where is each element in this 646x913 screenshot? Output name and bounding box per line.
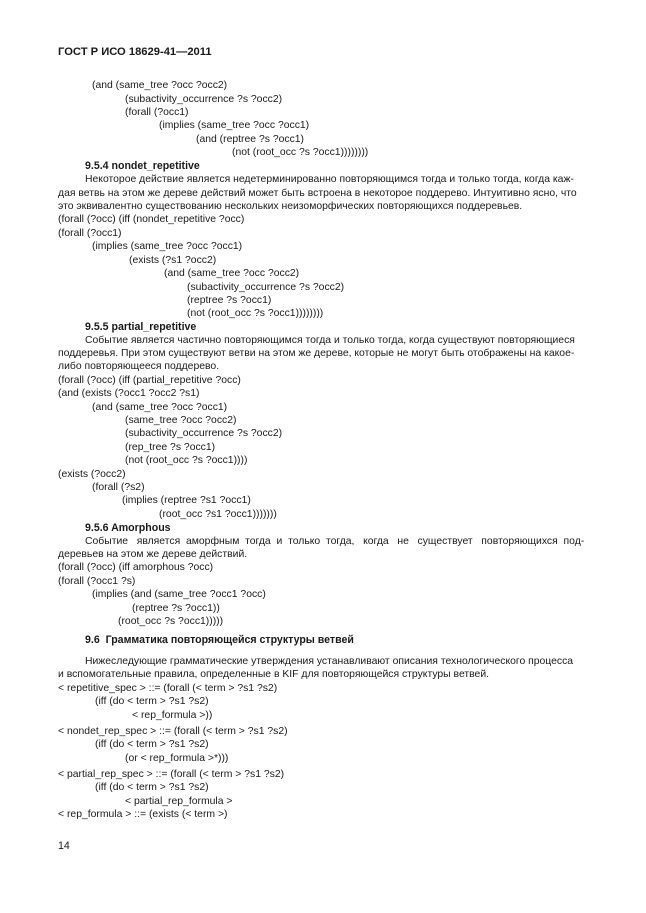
- code-line: (rep_tree ?s ?occ1): [125, 442, 216, 453]
- code-line: (forall (?occ) (iff (nondet_repetitive ?occ): [58, 214, 245, 225]
- grammar-line: < repetitive_spec > ::= (forall (< term > ?s1 ?s2): [58, 683, 278, 694]
- paragraph-line: дая ветвь на этом же дереве действий может быть встроена в некоторое поддерево. Интуитивно ясно, что: [58, 188, 577, 199]
- code-line: (not (root_occ ?s ?occ1)))))))): [187, 308, 324, 319]
- paragraph-line: Событие является аморфным тогда и только тогда, когда не существует повторяющихся под-: [85, 536, 585, 547]
- code-line: (forall (?occ) (iff (partial_repetitive ?occ): [58, 375, 241, 386]
- code-line: (subactivity_occurrence ?s ?occ2): [125, 94, 283, 105]
- paragraph-line: Событие является частично повторяющимся тогда и только тогда, когда существуют повторяющиеся: [85, 335, 575, 346]
- page-number: 14: [58, 840, 70, 852]
- code-line: (forall (?occ1): [125, 107, 189, 118]
- code-line: (implies (same_tree ?occ ?occ1): [92, 241, 243, 252]
- grammar-line: < partial_rep_formula >: [125, 796, 233, 807]
- grammar-line: (iff (do < term > ?s1 ?s2): [95, 739, 209, 750]
- code-line: (forall (?occ1): [58, 228, 122, 239]
- code-line: (and (reptree ?s ?occ1): [196, 134, 305, 145]
- paragraph-line: Некоторое действие является недетерминированно повторяющимся тогда и только тогда, когда каж-: [85, 174, 574, 185]
- paragraph-line: деревьев на этом же дереве действий.: [58, 549, 248, 560]
- section-heading: 9.5.4 nondet_repetitive: [85, 160, 200, 172]
- code-line: (same_tree ?occ ?occ2): [125, 415, 237, 426]
- section-heading: 9.5.5 partial_repetitive: [85, 321, 197, 333]
- paragraph-line: это эквивалентно существованию нескольких неизоморфических повторяющихся поддеревьев.: [58, 201, 523, 212]
- document-title: ГОСТ Р ИСО 18629-41—2011: [58, 46, 212, 58]
- paragraph-line: и вспомогательные правила, определенные в KIF для повторяющейся структуры ветвей.: [58, 669, 490, 680]
- code-line: (exists (?s1 ?occ2): [129, 255, 217, 266]
- code-line: (forall (?occ) (iff amorphous ?occ): [58, 562, 214, 573]
- paragraph-line: поддеревья. При этом существуют ветви на этом же дереве, которые не могут быть отображены на какое-: [58, 348, 575, 359]
- grammar-line: (iff (do < term > ?s1 ?s2): [95, 782, 209, 793]
- grammar-line: < partial_rep_spec > ::= (forall (< term > ?s1 ?s2): [58, 769, 285, 780]
- code-line: (reptree ?s ?occ1): [187, 295, 272, 306]
- code-line: (implies (and (same_tree ?occ1 ?occ): [92, 589, 266, 600]
- code-line: (subactivity_occurrence ?s ?occ2): [187, 282, 345, 293]
- code-line: (root_occ ?s1 ?occ1))))))): [159, 509, 277, 520]
- code-line: (subactivity_occurrence ?s ?occ2): [125, 428, 283, 439]
- code-line: (reptree ?s ?occ1)): [132, 603, 220, 614]
- grammar-line: < rep_formula >)): [132, 710, 213, 721]
- code-line: (forall (?occ1 ?s): [58, 576, 136, 587]
- section-heading: 9.5.6 Amorphous: [85, 522, 171, 534]
- code-line: (exists (?occ2): [58, 469, 126, 480]
- grammar-line: (iff (do < term > ?s1 ?s2): [95, 696, 209, 707]
- grammar-line: < nondet_rep_spec > ::= (forall (< term > ?s1 ?s2): [58, 726, 288, 737]
- section-heading: 9.6 Грамматика повторяющейся структуры ветвей: [85, 634, 354, 646]
- code-line: (and (same_tree ?occ ?occ1): [92, 402, 228, 413]
- code-line: (implies (same_tree ?occ ?occ1): [159, 120, 310, 131]
- code-line: (implies (reptree ?s1 ?occ1): [122, 495, 251, 506]
- paragraph-line: Нижеследующие грамматические утверждения устанавливают описания технологического процесса: [85, 656, 574, 667]
- code-line: (not (root_occ ?s ?occ1)))): [125, 455, 248, 466]
- grammar-line: (or < rep_formula >*))): [125, 753, 229, 764]
- paragraph-line: либо повторяющееся поддерево.: [58, 361, 220, 372]
- code-line: (forall (?s2): [92, 482, 145, 493]
- code-line: (and (exists (?occ1 ?occ2 ?s1): [58, 388, 200, 399]
- code-line: (not (root_occ ?s ?occ1)))))))): [232, 147, 369, 158]
- code-line: (and (same_tree ?occ ?occ2): [92, 80, 228, 91]
- grammar-line: < rep_formula > ::= (exists (< term >): [58, 809, 228, 820]
- code-line: (and (same_tree ?occ ?occ2): [164, 268, 300, 279]
- code-line: (root_occ ?s ?occ1))))): [118, 616, 224, 627]
